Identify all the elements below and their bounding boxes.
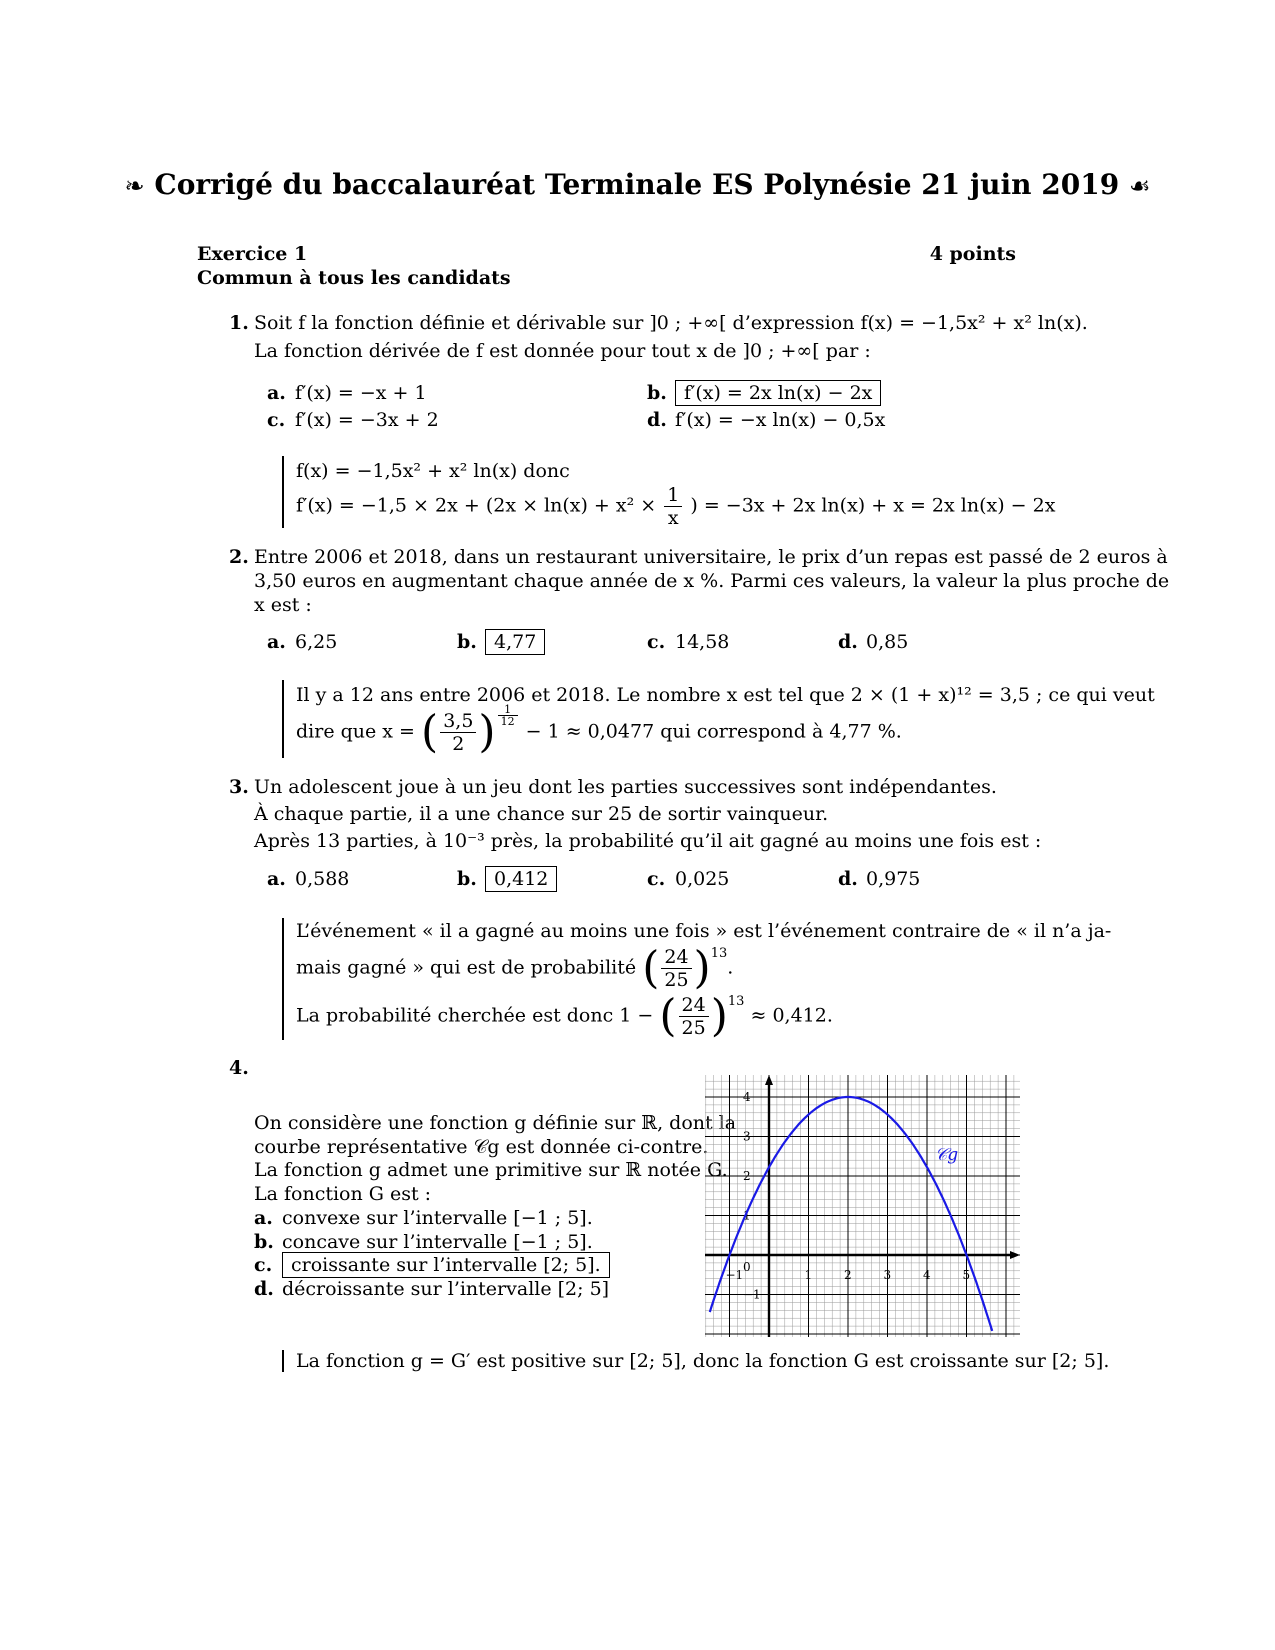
y-tick-label: 3	[743, 1129, 751, 1144]
correct-answer-box: f′(x) = 2x ln(x) − 2x	[675, 380, 881, 406]
q1-solution-line2	[296, 484, 1055, 529]
fraction-denominator: 25	[681, 1017, 706, 1039]
q3-option-a	[267, 868, 349, 890]
q2-exponent	[498, 704, 518, 727]
q2-option-d	[838, 631, 908, 653]
q4-solution	[282, 1350, 1109, 1372]
q3-solution-part-d: ≈ 0,412.	[750, 1004, 833, 1027]
x-tick-label: 4	[923, 1268, 931, 1282]
fraction-numerator: 1	[664, 484, 682, 507]
fraction-numerator: 24	[661, 946, 691, 969]
option-text: 0,85	[866, 631, 909, 653]
function-graph	[705, 1075, 1020, 1337]
q3-solution	[282, 918, 1112, 1042]
y-tick-label: 0	[743, 1260, 751, 1274]
q2-option-c	[647, 631, 729, 653]
option-text: concave sur l’intervalle [−1 ; 5].	[282, 1231, 593, 1253]
q2-option-a	[267, 631, 337, 653]
paren-close: )	[710, 990, 728, 1042]
q3-option-d	[838, 868, 920, 890]
option-text: f′(x) = −3x + 2	[295, 409, 439, 431]
q1-solution	[282, 456, 1056, 529]
y-tick-label: −1	[743, 1287, 761, 1302]
page-title	[0, 168, 1275, 201]
q4-option-c	[254, 1254, 610, 1276]
fraction-numerator: 3,5	[440, 710, 476, 733]
option-text: convexe sur l’intervalle [−1 ; 5].	[282, 1207, 593, 1229]
exponent-denominator: 12	[500, 715, 515, 728]
x-tick-label: 3	[883, 1268, 892, 1282]
q4-number: 4.	[229, 1057, 249, 1079]
y-tick-label: 2	[743, 1169, 751, 1183]
q1-line2: La fonction dérivée de f est donnée pour tout x de ]0 ; +∞[ par :	[254, 340, 871, 362]
x-tick-label: 5	[962, 1268, 971, 1282]
q3-line3: Après 13 parties, à 10⁻³ près, la probabilité qu’il ait gagné au moins une fois est :	[254, 830, 1042, 852]
option-text: décroissante sur l’intervalle [2; 5]	[282, 1278, 610, 1300]
q2-solution-line1: Il y a 12 ans entre 2006 et 2018. Le nombre x est tel que 2 × (1 + x)¹² = 3,5 ; ce qui veut	[296, 684, 1155, 706]
q3-solution-part-a: mais gagné » qui est de probabilité	[296, 956, 637, 979]
q4-line4: La fonction G est :	[254, 1183, 432, 1205]
option-label: d.	[647, 409, 667, 431]
q1-solution-part-b: ) = −3x + 2x ln(x) + x = 2x ln(x) − 2x	[690, 494, 1056, 517]
q2-number: 2.	[229, 546, 249, 568]
paren-open: (	[421, 706, 439, 758]
x-tick-label: −1	[725, 1268, 744, 1282]
option-text: f′(x) = −x + 1	[295, 382, 427, 404]
x-axis-arrow-icon	[1010, 1251, 1020, 1259]
option-label: a.	[254, 1207, 273, 1229]
q3-number: 3.	[229, 776, 249, 798]
paren-close: )	[478, 706, 496, 758]
fraction-denominator: x	[667, 507, 679, 529]
q1-option-a	[267, 382, 427, 404]
exponent: 13	[727, 994, 745, 1009]
exercise-points: 4 points	[929, 243, 1016, 265]
q4-line1: On considère une fonction g définie sur ℝ, dont la	[254, 1112, 737, 1134]
q2-solution-line2	[296, 703, 902, 758]
option-label: c.	[647, 631, 666, 653]
y-axis-arrow-icon	[765, 1075, 773, 1085]
q1-option-b	[647, 382, 881, 404]
option-label: d.	[254, 1278, 274, 1300]
option-label: a.	[267, 868, 286, 890]
q2-line1: Entre 2006 et 2018, dans un restaurant universitaire, le prix d’un repas est passé de 2 euros à	[254, 546, 1168, 568]
paren-open: (	[659, 990, 677, 1042]
option-text: 14,58	[675, 631, 730, 653]
option-label: b.	[254, 1231, 274, 1253]
ornament-right-icon: ☙	[1128, 172, 1151, 200]
q1-solution-line1: f(x) = −1,5x² + x² ln(x) donc	[296, 460, 570, 482]
option-label: a.	[267, 631, 286, 653]
curve-label: 𝒞g	[934, 1145, 959, 1166]
correct-answer-box: 4,77	[485, 629, 545, 655]
option-text: 0,975	[866, 868, 921, 890]
fraction-denominator: 25	[664, 969, 689, 991]
q4-option-a	[254, 1207, 593, 1229]
q2-solution	[282, 680, 1155, 758]
option-label: c.	[254, 1254, 273, 1276]
fraction-denominator: 2	[452, 733, 465, 755]
q3-line1: Un adolescent joue à un jeu dont les parties successives sont indépendantes.	[254, 776, 997, 798]
paren-close: )	[693, 942, 711, 994]
option-label: b.	[647, 382, 667, 404]
q1-option-c	[267, 409, 439, 431]
q1-solution-part-a: f′(x) = −1,5 × 2x + (2x × ln(x) + x² ×	[296, 494, 657, 517]
option-label: b.	[457, 868, 477, 890]
q2-fraction	[440, 710, 476, 755]
q3-option-b	[457, 868, 557, 890]
option-label: b.	[457, 631, 477, 653]
q3-solution-line3	[296, 990, 833, 1042]
q3-fraction-2	[679, 994, 709, 1039]
q2-line2: 3,50 euros en augmentant chaque année de x %. Parmi ces valeurs, la valeur la plus proche de	[254, 570, 1170, 592]
option-label: c.	[647, 868, 666, 890]
paren-open: (	[642, 942, 660, 994]
q3-solution-line2: mais gagné » qui est de probabilité ( $\frac{24}{25}$ )$^{13}$.	[296, 942, 734, 994]
q1-line1: Soit f la fonction définie et dérivable sur ]0 ; +∞[ d’expression f(x) = −1,5x² + x² ln(x).	[254, 312, 1088, 334]
exercise-title: Exercice 1	[197, 243, 308, 265]
q2-line3: x est :	[254, 594, 312, 616]
q1-option-d	[647, 409, 885, 431]
title-text: Corrigé du baccalauréat Terminale ES Polynésie 21 juin 2019	[154, 168, 1120, 201]
option-text: 0,588	[295, 868, 350, 890]
x-tick-label: 2	[844, 1268, 852, 1282]
option-label: a.	[267, 382, 286, 404]
exponent-numerator: 1	[498, 704, 518, 716]
option-label: c.	[267, 409, 286, 431]
q3-solution-part-c: La probabilité cherchée est donc 1 −	[296, 1004, 654, 1027]
q4-option-b	[254, 1231, 593, 1253]
q3-solution-line1: L’événement « il a gagné au moins une fois » est l’événement contraire de « il n’a ja-	[296, 920, 1112, 942]
option-text: 0,025	[675, 868, 730, 890]
q1-number: 1.	[229, 312, 249, 334]
q3-fraction	[661, 946, 691, 991]
ornament-left-icon: ❧	[124, 172, 145, 200]
correct-answer-box: croissante sur l’intervalle [2; 5].	[282, 1252, 610, 1278]
option-text: f′(x) = −x ln(x) − 0,5x	[675, 409, 886, 431]
exercise-subtitle: Commun à tous les candidats	[197, 267, 511, 289]
correct-answer-box: 0,412	[485, 866, 557, 892]
q2-solution-part-a: dire que x =	[296, 720, 415, 743]
x-tick-label: 1	[804, 1268, 813, 1282]
q4-solution-text: La fonction g = G′ est positive sur [2; 5], donc la fonction G est croissante sur [2; 5].	[296, 1350, 1110, 1372]
y-tick-label: 4	[743, 1090, 751, 1104]
q3-option-c	[647, 868, 729, 890]
q2-option-b	[457, 631, 545, 653]
option-label: d.	[838, 631, 858, 653]
exponent: 13	[710, 946, 728, 961]
option-text: 6,25	[295, 631, 338, 653]
option-label: d.	[838, 868, 858, 890]
q4-line3: La fonction g admet une primitive sur ℝ notée G.	[254, 1159, 728, 1181]
fraction-numerator: 24	[679, 994, 709, 1017]
q2-solution-part-b: − 1 ≈ 0,0477 qui correspond à 4,77 %.	[525, 720, 902, 743]
q4-option-d	[254, 1278, 609, 1300]
q1-fraction	[664, 484, 682, 529]
q3-line2: À chaque partie, il a une chance sur 25 de sortir vainqueur.	[254, 803, 829, 825]
q4-line2: courbe représentative 𝒞g est donnée ci-contre.	[254, 1136, 709, 1158]
y-tick-label: 1	[743, 1208, 751, 1223]
